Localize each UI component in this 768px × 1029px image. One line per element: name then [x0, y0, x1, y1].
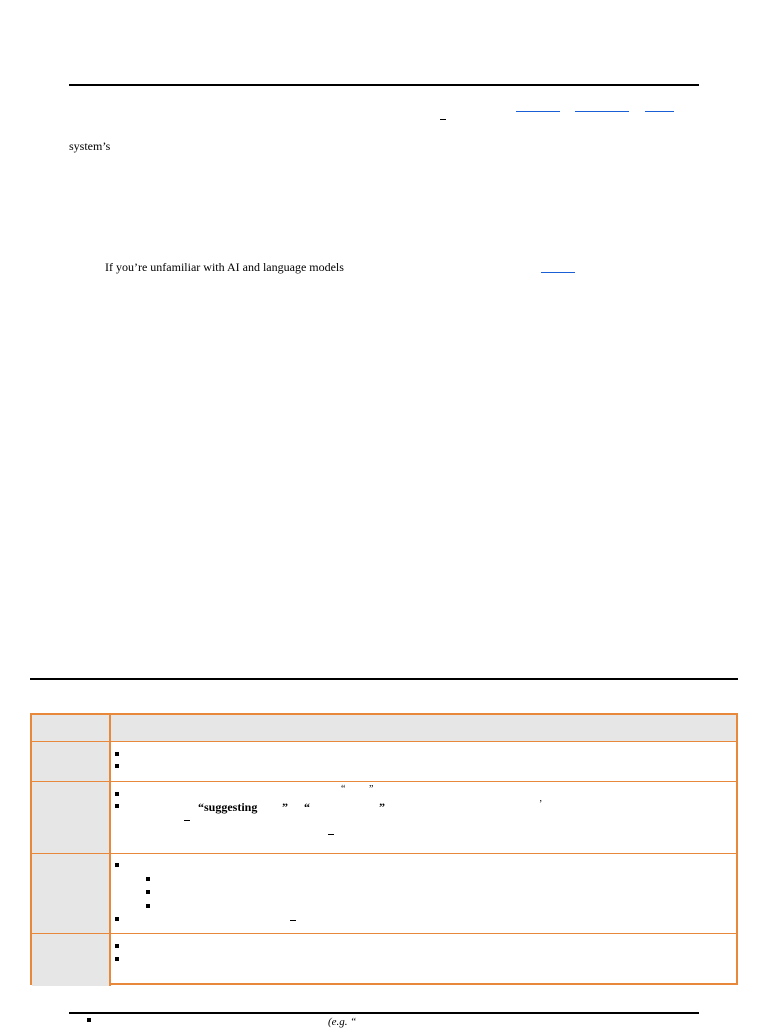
- small-open-quote: “: [341, 784, 346, 795]
- bullet: [115, 792, 119, 796]
- row-label-cell: [32, 934, 111, 986]
- bullet: [87, 1018, 91, 1022]
- section-divider: [30, 678, 738, 680]
- row-label-cell: [32, 742, 111, 782]
- paragraph-link-3[interactable]: [645, 111, 674, 112]
- system-word: system’s: [69, 139, 111, 153]
- table-header-row: [32, 715, 736, 741]
- open-quote: “: [304, 800, 310, 814]
- bullet: [115, 804, 119, 808]
- en-dash: [440, 119, 446, 120]
- row-label-cell: [32, 782, 111, 854]
- paragraph-link-2[interactable]: [575, 111, 629, 112]
- row-label-cell: [32, 854, 111, 934]
- small-close-quote: ”: [369, 784, 374, 795]
- close-quote-2: ”: [379, 800, 385, 814]
- bullet: [115, 957, 119, 961]
- intro-link[interactable]: [541, 272, 575, 273]
- table-row: [32, 853, 736, 934]
- bullet: [115, 764, 119, 768]
- bottom-divider: [69, 1012, 699, 1014]
- en-dash: [290, 920, 296, 921]
- en-dash: [184, 820, 190, 821]
- intro-line: If you’re unfamiliar with AI and language models: [105, 260, 344, 274]
- bullet: [115, 752, 119, 756]
- sub-bullet: [146, 890, 150, 894]
- paragraph-link-1[interactable]: [516, 111, 560, 112]
- table-row: [32, 781, 736, 854]
- bullet: [115, 863, 119, 867]
- table-row: [32, 933, 736, 986]
- table-row: [32, 741, 736, 782]
- close-quote: ”: [282, 800, 288, 814]
- sub-bullet: [146, 904, 150, 908]
- example-prefix: (e.g. “: [328, 1016, 357, 1028]
- en-dash: [328, 834, 334, 835]
- suggesting-term: “suggesting: [198, 800, 258, 814]
- table-header-label-cell: [32, 715, 111, 741]
- bullet: [115, 917, 119, 921]
- top-divider: [69, 84, 699, 86]
- bullet: [115, 944, 119, 948]
- table-header-bg: [32, 715, 736, 741]
- apostrophe: ’: [539, 799, 543, 810]
- guidelines-table: [30, 713, 738, 985]
- sub-bullet: [146, 877, 150, 881]
